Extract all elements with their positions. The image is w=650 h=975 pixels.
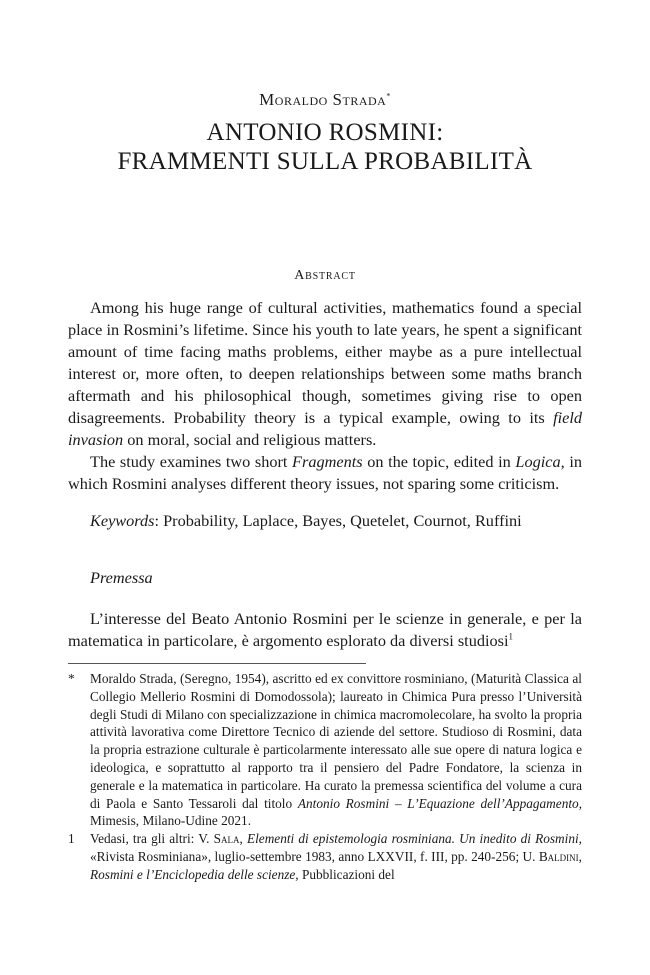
keywords-list: : Probability, Laplace, Bayes, Quetelet, Cournot, Ruffini [154, 511, 522, 530]
abstract-paragraph-1: Among his huge range of cultural activities, mathematics found a special place in Rosmini’s lifetime. Since his youth to late years, he spent a significant amount of time facing maths problems, either maybe as a pure intellectual interest or, more often, to deepen relationships between some maths branch aftermath and his philosophical though, sometimes giving rise to open disagreements. Probability theory is a typical example, owing to its field invasion on moral, social and religious matters. [68, 298, 582, 449]
title-line-1: ANTONIO ROSMINI: [206, 119, 444, 146]
section-heading: Premessa [90, 568, 153, 587]
author-text: Moraldo Strada [259, 90, 387, 109]
footnotes [68, 670, 582, 884]
abstract-body [68, 297, 582, 495]
author-footnote-mark[interactable]: * [386, 91, 391, 101]
abstract-heading: Abstract [294, 268, 356, 283]
footnote-author: * Moraldo Strada, (Seregno, 1954), ascritto ed ex convittore rosminiano, (Maturità Classica al Collegio Mellerio Rosmini di Domodossola); laureato in Chimica Pura presso l’Università degli Studi di Milano con specializzazione in chimica macromolecolare, ha svolto la propria attività lavorativa come Direttore Tecnico di aziende del settore. Studioso di Rosmini, data la propria estrazione culturale è particolarmente interessato alle sue opere di natura logica e ideologica, e soprattutto al rapporto tra il pensiero del Padre Fondatore, la scienza in generale e la matematica in particolare. Ha curato la premessa scientifica del volume a cura di Paola e Santo Tessaroli dal titolo Antonio Rosmini – L’Equazione dell’Appagamento, Mimesis, Milano-Udine 2021. [68, 671, 583, 829]
article-title [0, 118, 650, 176]
abstract-paragraph-2: The study examines two short Fragments on the topic, edited in Logica, in which Rosmini analyses different theory issues, not sparing some criticism. [68, 452, 582, 493]
keywords-line [68, 510, 582, 532]
footnote-ref-1[interactable]: 1 [508, 631, 514, 642]
footnote-mark-star: * [68, 671, 75, 686]
footnote-mark-1: 1 [68, 831, 75, 847]
title-line-2: FRAMMENTI SULLA PROBABILITÀ [117, 148, 533, 175]
footnote-1: 1 Vedasi, tra gli altri: V. Sala, Elementi di epistemologia rosminiana. Un inedito di Rosmini, «Rivista Rosminiana», luglio-settembre 1983, anno LXXVII, f. III, pp. 240-256; U. Baldini, Rosmini e l’Enciclopedia delle scienze, Pubblicazioni del [68, 831, 582, 882]
footnote-divider [68, 663, 366, 664]
author-name [0, 90, 650, 110]
keywords-label: Keywords [90, 511, 155, 530]
body-paragraph: L’interesse del Beato Antonio Rosmini per le scienze in generale, e per la matematica in particolare, è argomento esplorato da diversi studiosi$^1$ [68, 609, 582, 650]
